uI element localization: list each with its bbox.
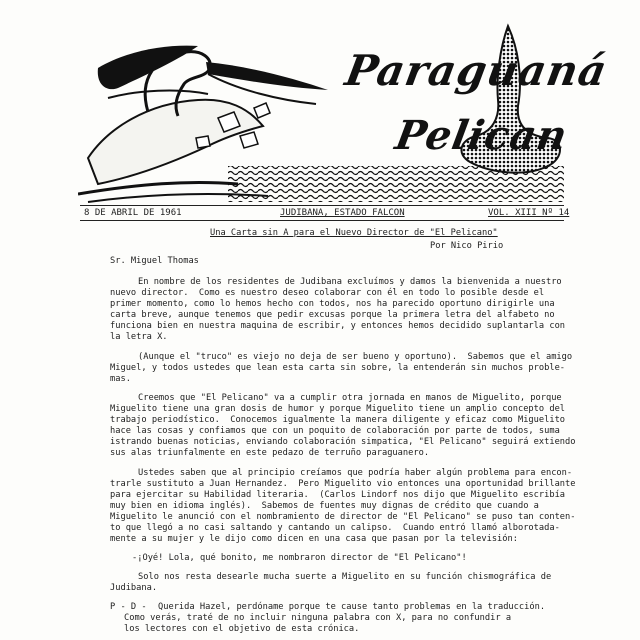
issue-date: 8 DE ABRIL DE 1961 xyxy=(84,208,182,218)
issue-volume: VOL. XIII Nº 14 xyxy=(488,208,570,218)
paragraph-line: En nombre de los residentes de Judibana excluímos y damos la bienvenida a nuestro xyxy=(138,277,562,287)
paragraph-line: trabajo periodístico. Conocemos igualmente la manera diligente y eficaz como Miguelito xyxy=(110,415,566,425)
paragraph-line: la letra X. xyxy=(110,332,168,342)
paragraph-line: muy bien en idioma inglés). Sabemos de fuentes muy dignas de crédito que cuando a xyxy=(110,501,539,511)
paragraph-line: Creemos que "El Pelicano" va a cumplir otra jornada en manos de Miguelito, porque xyxy=(138,393,562,403)
issue-place: JUDIBANA, ESTADO FALCON xyxy=(280,208,405,218)
paragraph-line: mas. xyxy=(110,374,131,384)
paragraph-line: (Aunque el "truco" es viejo no deja de ser bueno y oportuno). Sabemos que el amigo xyxy=(138,352,573,362)
paragraph-line: Miguelito tiene una gran dosis de humor y porque Miguelito tiene un amplio concepto del xyxy=(110,404,566,414)
postscript-line: los lectores con el objetivo de esta crónica. xyxy=(124,624,360,634)
postscript-line: Querida Hazel, perdóname porque te cause tanto problemas en la traducción. xyxy=(158,602,546,612)
postscript-label: P - D - xyxy=(110,602,147,612)
paragraph-line: Miguelito le anunció con el nombramiento de director de "El Pelicano" se puso tan conten- xyxy=(110,512,576,522)
paragraph-line: para ejercitar su Habilidad literaria. (Carlos Lindorf nos dijo que Miguelito escribía xyxy=(110,490,566,500)
masthead-title-line2: Pelican xyxy=(391,112,572,159)
masthead-title-line1: Paraguaná xyxy=(341,46,612,95)
paragraph-line: mente a su mujer y le dijo como dicen en una casa que pasan por la televisión: xyxy=(110,534,518,544)
paragraph-line: trarle sustituto a Juan Hernandez. Pero Miguelito vio entonces una oportunidad brillante xyxy=(110,479,576,489)
paragraph-line: Judibana. xyxy=(110,583,158,593)
salutation: Sr. Miguel Thomas xyxy=(110,256,199,266)
pelican-illustration xyxy=(78,8,564,208)
paragraph-line: carta breve, aunque tenemos que pedir excusas porque la primera letra del alfabeto no xyxy=(110,310,555,320)
paragraph-line: nuevo director. Como es nuestro deseo colaborar con él en todo lo posible desde el xyxy=(110,288,545,298)
paragraph-line: Ustedes saben que al principio creíamos que podría haber algún problema para encon- xyxy=(138,468,573,478)
paragraph-line: istrando buenas noticias, enviando colaboración simpatica, "El Pelicano" seguirá extiendo xyxy=(110,437,576,447)
postscript-line: Como verás, traté de no incluir ninguna palabra con X, para no confundir a xyxy=(124,613,512,623)
dateline-bar xyxy=(80,205,570,221)
paragraph-line: Miguel, y todos ustedes que lean esta carta sin sobre, la entenderán sin muchos proble- xyxy=(110,363,566,373)
paragraph-line: funciona bien en nuestra maquina de escribir, y entonces hemos decidido suplantarla con xyxy=(110,321,566,331)
masthead xyxy=(78,8,612,208)
paragraph-line: primer momento, como lo hemos hecho con todos, nos ha parecido oportuno dirigirle una xyxy=(110,299,555,309)
paragraph-line: to que llegó a no casi saltando y cantando un calipso. Cuando entró llamó alborotada- xyxy=(110,523,560,533)
paragraph-line: hace las cosas y confiamos que con un poquito de colaboración por parte de todos, suma xyxy=(110,426,560,436)
article-byline: Por Nico Pirio xyxy=(430,241,504,251)
paragraph-line: sus alas triunfalmente en este pedazo de terruño paraguanero. xyxy=(110,448,430,458)
paragraph-line: Solo nos resta desearle mucha suerte a Miguelito en su función chismográfica de xyxy=(138,572,552,582)
paragraph-line: -¡Oyé! Lola, qué bonito, me nombraron director de "El Pelicano"! xyxy=(132,553,467,563)
article-headline: Una Carta sin A para el Nuevo Director de "El Pelicano" xyxy=(210,228,498,238)
